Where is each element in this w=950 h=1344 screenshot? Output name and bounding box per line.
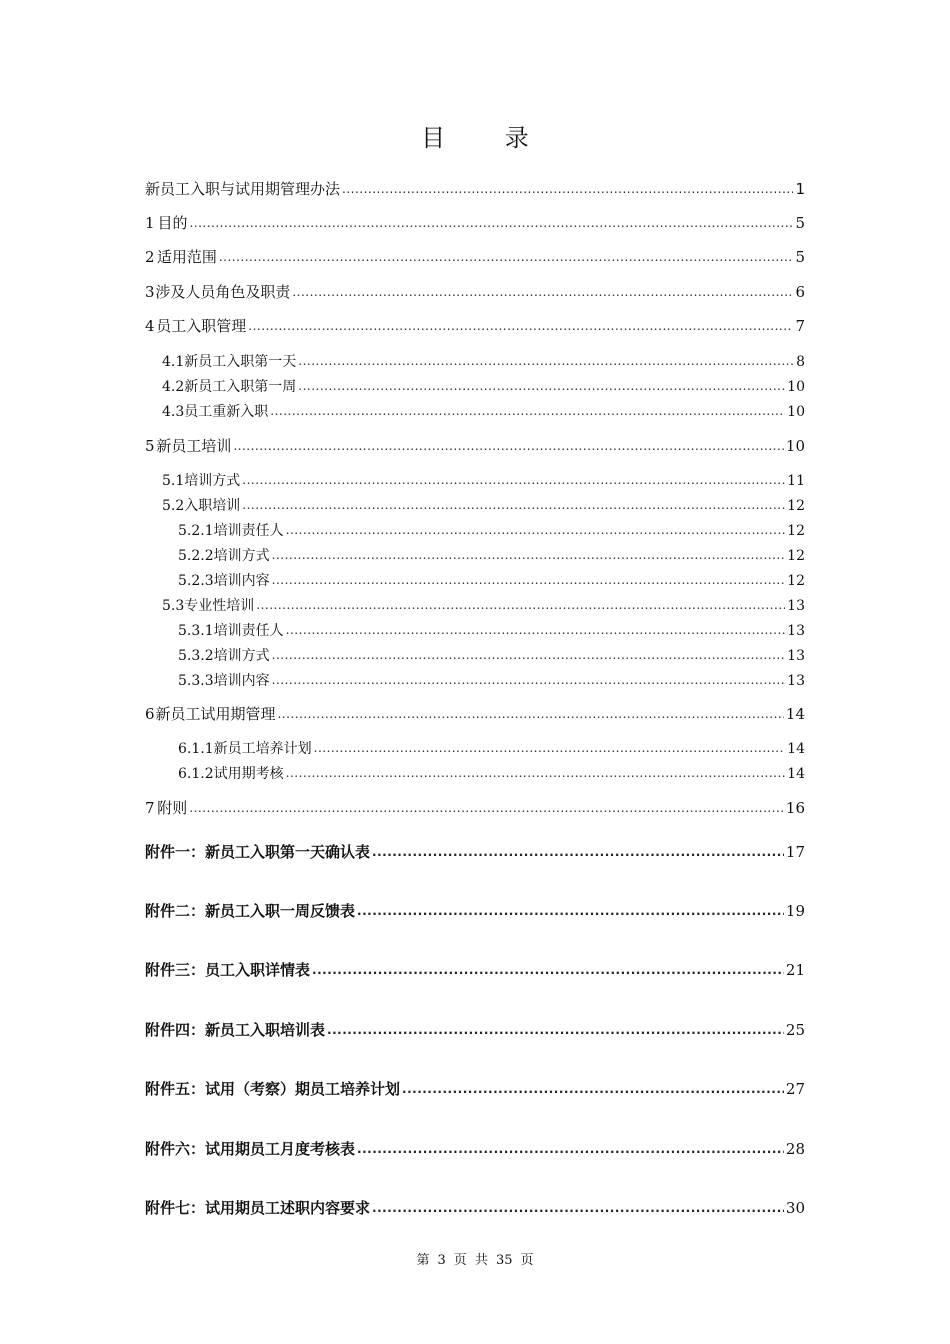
toc-leader-dots [298,354,794,368]
toc-leader-dots [189,800,784,815]
toc-page-number: 13 [787,648,805,664]
toc-entry-attachment-3[interactable] [145,959,805,980]
toc-label: 培训内容 [213,673,270,689]
toc-leader-dots [286,766,786,780]
footer-middle: 页 共 [453,1253,488,1268]
toc-entry-section-3[interactable] [145,281,805,302]
toc-page-number: 19 [785,902,805,920]
toc-label: 附则 [157,799,188,817]
toc-page-number: 14 [787,741,805,757]
toc-label: 新员工入职与试用期管理办法 [145,180,341,198]
toc-label: 附件五：试用（考察）期员工培养计划 [145,1080,401,1098]
toc-leader-dots [292,284,793,299]
toc-page-number: 6 [795,283,805,301]
toc-number: 4.3 [162,404,185,420]
toc-page-number: 27 [785,1080,805,1098]
toc-label: 试用期考核 [213,766,284,782]
toc-number: 5.2.1 [178,523,214,539]
toc-number: 4.2 [162,379,185,395]
toc-label: 适用范围 [156,248,217,266]
toc-label: 新员工培养计划 [213,741,312,757]
toc-number: 4 [145,317,155,335]
toc-entry-section-4[interactable] [145,315,805,336]
toc-entry-attachment-2[interactable] [145,900,805,921]
toc-leader-dots [372,844,784,859]
toc-leader-dots [342,181,793,196]
toc-number: 6.1.2 [178,766,214,782]
toc-label: 员工重新入职 [184,404,269,420]
toc-leader-dots [286,623,786,637]
toc-page-number: 14 [787,766,805,782]
toc-number: 5.3 [162,598,185,614]
page-footer [0,1249,950,1268]
toc-leader-dots [402,1081,784,1096]
toc-label: 培训责任人 [213,623,284,639]
toc-entry-section-5-3[interactable] [162,595,805,615]
toc-entry-section-5[interactable] [145,435,805,456]
toc-number: 5 [145,437,155,455]
toc-leader-dots [312,962,784,977]
toc-entry-section-5-2[interactable] [162,495,805,515]
toc-leader-dots [272,673,786,687]
toc-page-number: 21 [785,961,805,979]
toc-entry-section-5-3-3[interactable] [178,670,805,690]
toc-entry-attachment-5[interactable] [145,1078,805,1099]
toc-entry-attachment-1[interactable] [145,841,805,862]
toc-number: 4.1 [162,354,185,370]
toc-number: 5.1 [162,473,185,489]
toc-page-number: 13 [787,598,805,614]
toc-entry-section-5-3-2[interactable] [178,645,805,665]
toc-leader-dots [298,379,785,393]
toc-leader-dots [272,548,786,562]
toc-number: 2 [145,248,155,266]
toc-page-number: 1 [795,180,805,198]
toc-entry-section-5-2-2[interactable] [178,545,805,565]
toc-page-number: 12 [787,548,805,564]
toc-entry-section-4-3[interactable] [162,401,805,421]
toc-entry-section-1[interactable] [145,212,805,233]
toc-number: 6.1.1 [178,741,214,757]
toc-entry-section-5-2-1[interactable] [178,520,805,540]
toc-page-number: 16 [785,799,805,817]
toc-label: 目的 [157,214,188,232]
footer-prefix: 第 [416,1253,430,1268]
toc-entry-section-4-2[interactable] [162,376,805,396]
toc-label: 附件一：新员工入职第一天确认表 [145,843,371,861]
toc-label: 培训方式 [184,473,241,489]
toc-leader-dots [256,598,785,612]
toc-label: 新员工入职第一周 [184,379,297,395]
toc-number: 5.2 [162,498,185,514]
toc-leader-dots [327,1022,784,1037]
toc-page-number: 25 [785,1021,805,1039]
page-title: 目 录 [421,124,555,152]
toc-page-number: 5 [795,214,805,232]
toc-label: 附件七：试用期员工述职内容要求 [145,1199,371,1217]
toc-page-number: 5 [795,248,805,266]
toc-label: 新员工入职第一天 [184,354,297,370]
toc-entry-section-2[interactable] [145,246,805,267]
toc-page-number: 10 [787,404,805,420]
toc-leader-dots [314,741,786,755]
toc-number: 1 [145,214,155,232]
toc-leader-dots [372,1200,784,1215]
toc-entry-section-6-1-1[interactable] [178,738,805,758]
toc-page-number: 30 [785,1199,805,1217]
toc-entry-main[interactable] [145,178,805,199]
toc-leader-dots [248,318,793,333]
toc-label: 新员工培训 [156,437,232,455]
toc-entry-section-6-1-2[interactable] [178,763,805,783]
footer-current-page: 3 [437,1253,446,1268]
toc-leader-dots [270,404,785,418]
toc-leader-dots [189,215,793,230]
toc-leader-dots [277,706,783,721]
toc-number: 3 [145,283,155,301]
toc-page-number: 13 [787,673,805,689]
toc-entry-section-4-1[interactable] [162,351,805,371]
toc-leader-dots [242,473,785,487]
toc-page-number: 12 [787,498,805,514]
toc-page-number: 13 [787,623,805,639]
toc-page-number: 7 [795,317,805,335]
toc-entry-section-5-2-3[interactable] [178,570,805,590]
toc-entry-attachment-4[interactable] [145,1019,805,1040]
toc-entry-section-6[interactable] [145,703,805,724]
toc-label: 专业性培训 [184,598,255,614]
toc-label: 涉及人员角色及职责 [155,283,291,301]
toc-page-number: 8 [796,354,805,370]
toc-label: 培训责任人 [213,523,284,539]
toc-entry-section-7[interactable] [145,797,805,818]
toc-leader-dots [272,648,786,662]
footer-total-pages: 35 [495,1253,513,1268]
toc-number: 6 [145,705,155,723]
toc-number: 5.2.2 [178,548,214,564]
toc-page-number: 14 [785,705,805,723]
toc-label: 附件二：新员工入职一周反馈表 [145,902,356,920]
toc-page-number: 17 [785,843,805,861]
toc-label: 附件六：试用期员工月度考核表 [145,1140,356,1158]
toc-page-number: 12 [787,523,805,539]
toc-leader-dots [219,249,794,264]
toc-label: 培训内容 [213,573,270,589]
toc-label: 培训方式 [213,648,270,664]
toc-number: 5.3.1 [178,623,214,639]
toc-number: 5.3.2 [178,648,214,664]
toc-entry-section-5-1[interactable] [162,470,805,490]
toc-number: 7 [145,799,155,817]
toc-page-number: 11 [787,473,805,489]
toc-label: 入职培训 [184,498,241,514]
toc-label: 员工入职管理 [156,317,247,335]
toc-label: 培训方式 [213,548,270,564]
toc-number: 5.2.3 [178,573,214,589]
toc-leader-dots [233,438,784,453]
toc-page-number: 12 [787,573,805,589]
toc-entry-attachment-7[interactable] [145,1197,805,1218]
toc-entry-attachment-6[interactable] [145,1138,805,1159]
toc-entry-section-5-3-1[interactable] [178,620,805,640]
toc-leader-dots [357,903,784,918]
toc-leader-dots [242,498,785,512]
toc-leader-dots [286,523,786,537]
toc-label: 附件四：新员工入职培训表 [145,1021,326,1039]
toc-leader-dots [357,1141,784,1156]
footer-suffix: 页 [520,1253,534,1268]
toc-label: 附件三：员工入职详情表 [145,961,311,979]
toc-page-number: 10 [785,437,805,455]
toc-page-number: 28 [785,1140,805,1158]
toc-label: 新员工试用期管理 [155,705,276,723]
toc-number: 5.3.3 [178,673,214,689]
toc-leader-dots [272,573,786,587]
toc-page-number: 10 [787,379,805,395]
